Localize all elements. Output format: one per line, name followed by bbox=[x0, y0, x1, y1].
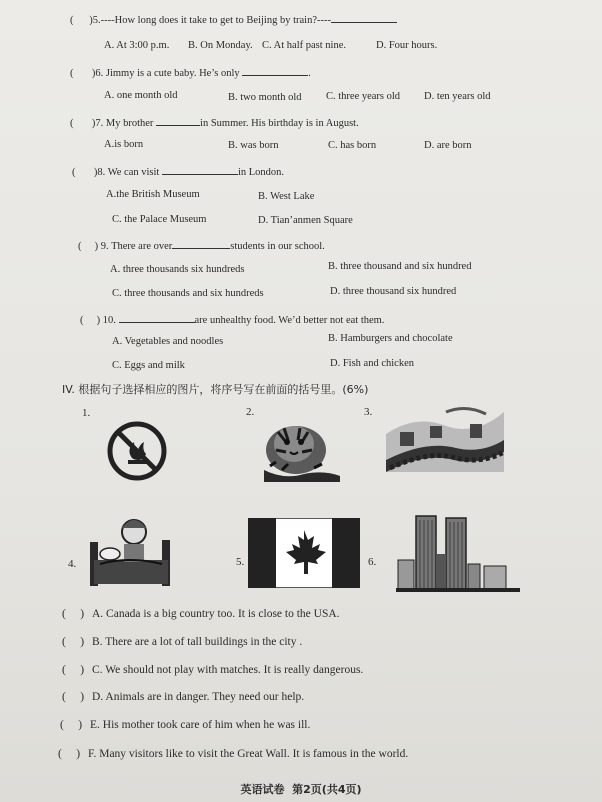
great-wall-icon bbox=[386, 404, 504, 478]
q5-option-b: B. On Monday. bbox=[188, 40, 253, 51]
question-8: ( )8. We can visit in London. bbox=[72, 164, 284, 178]
q10-option-c: C. Eggs and milk bbox=[112, 360, 185, 371]
q8-option-c: C. the Palace Museum bbox=[112, 214, 207, 225]
picture-number-2: 2. bbox=[246, 406, 255, 418]
q10-option-b: B. Hamburgers and chocolate bbox=[328, 333, 453, 344]
q10-option-a: A. Vegetables and noodles bbox=[112, 336, 224, 347]
q9-option-a: A. three thousands six hundreds bbox=[110, 264, 245, 275]
q7-option-b: B. was born bbox=[228, 140, 279, 151]
q5-option-c: C. At half past nine. bbox=[262, 40, 346, 51]
picture-number-3: 3. bbox=[364, 406, 373, 418]
picture-number-4: 4. bbox=[68, 558, 77, 570]
picture-number-1: 1. bbox=[82, 407, 91, 419]
picture-number-6: 6. bbox=[368, 556, 377, 568]
sick-child-in-bed-icon bbox=[88, 512, 174, 588]
statement-d: ( ) D. Animals are in danger. They need our help. bbox=[62, 691, 305, 703]
question-10: ( ) 10. are unhealthy food. We’d better not eat them. bbox=[80, 312, 384, 326]
statement-f: ( ) F. Many visitors like to visit the Great Wall. It is famous in the world. bbox=[58, 748, 409, 760]
question-9: ( ) 9. There are over students in our school. bbox=[78, 238, 325, 252]
q10-option-d: D. Fish and chicken bbox=[330, 358, 414, 369]
q9-option-b: B. three thousand and six hundred bbox=[328, 261, 472, 272]
statement-e: ( ) E. His mother took care of him when he was ill. bbox=[60, 719, 311, 731]
q6-option-a: A. one month old bbox=[104, 90, 178, 101]
question-5: ( )5.----How long does it take to get to Beijing by train?---- bbox=[70, 12, 397, 26]
q5-option-a: A. At 3:00 p.m. bbox=[104, 40, 170, 51]
q9-option-c: C. three thousands and six hundreds bbox=[112, 288, 264, 299]
q6-option-d: D. ten years old bbox=[424, 91, 491, 102]
statement-a: ( ) A. Canada is a big country too. It is close to the USA. bbox=[62, 608, 340, 620]
q6-option-c: C. three years old bbox=[326, 91, 401, 102]
section-4-title: IV. 根据句子选择相应的图片，将序号写在前面的括号里。(6%) bbox=[62, 383, 369, 396]
tall-buildings-icon bbox=[396, 514, 520, 594]
statement-b: ( ) B. There are a lot of tall buildings in the city . bbox=[62, 636, 303, 648]
question-6: ( )6. Jimmy is a cute baby. He’s only . bbox=[70, 65, 311, 79]
q6-option-b: B. two month old bbox=[228, 92, 302, 103]
q8-option-d: D. Tian’anmen Square bbox=[258, 215, 353, 226]
q7-option-d: D. are born bbox=[424, 140, 472, 151]
q5-option-d: D. Four hours. bbox=[376, 40, 438, 51]
tiger-icon bbox=[254, 410, 344, 482]
q8-option-a: A.the British Museum bbox=[106, 189, 200, 200]
q7-option-a: A.is born bbox=[104, 139, 144, 150]
q7-option-c: C. has born bbox=[328, 140, 377, 151]
canada-flag-icon bbox=[248, 518, 360, 588]
picture-number-5: 5. bbox=[236, 556, 245, 568]
question-7: ( )7. My brother in Summer. His birthday is in August. bbox=[70, 115, 359, 129]
statement-c: ( ) C. We should not play with matches. It is really dangerous. bbox=[62, 664, 364, 676]
page-footer: 英语试卷 第2页(共4页) bbox=[240, 783, 362, 796]
q9-option-d: D. three thousand six hundred bbox=[330, 286, 457, 297]
no-fire-icon bbox=[106, 420, 168, 482]
q8-option-b: B. West Lake bbox=[258, 191, 315, 202]
